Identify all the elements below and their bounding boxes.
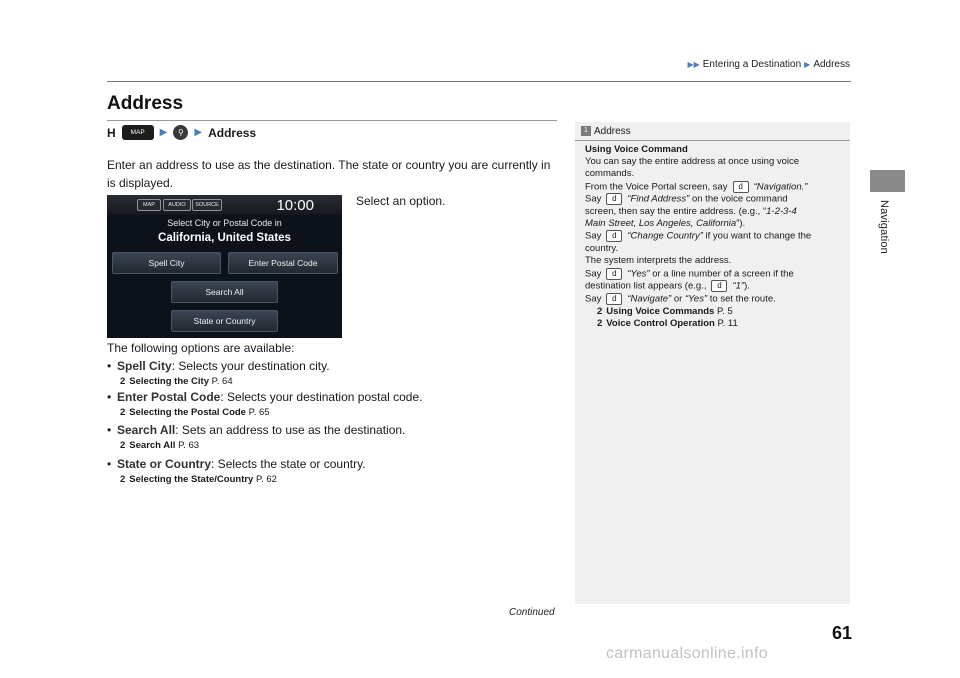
list-item: [107, 359, 330, 373]
note-line: Main Street, Los Angeles, California”).: [585, 218, 746, 230]
reference-page: P. 64: [211, 376, 233, 387]
navigation-path: [107, 125, 256, 140]
note-header-title: Address: [594, 125, 631, 137]
option-desc: : Selects your destination city.: [171, 359, 330, 373]
page-number: 61: [832, 623, 853, 643]
breadcrumb-page: Address: [813, 59, 850, 70]
reference-arrow-icon: 2: [120, 474, 126, 485]
note-line: The system interprets the address.: [585, 255, 732, 267]
note-line: Say d “Change Country” if you want to change the: [585, 230, 812, 242]
side-tab-label: Navigation: [878, 200, 890, 254]
breadcrumb: [687, 59, 850, 70]
reference-title: Search All: [129, 440, 176, 451]
note-body: [585, 144, 847, 330]
note-line: You can say the entire address at once using voice: [585, 156, 800, 168]
option-name: Spell City: [117, 359, 172, 373]
bullet-icon: •: [107, 390, 112, 404]
reference-page: P. 62: [256, 474, 277, 485]
intro-text: Enter an address to use as the destination. The state or country you are currently in is displayed.: [107, 158, 551, 190]
screen-tab-audio: AUDIO: [163, 199, 191, 211]
option-name: State or Country: [117, 457, 212, 471]
reference-title: Selecting the State/Country: [129, 474, 254, 485]
home-icon: H: [107, 125, 116, 140]
note-number-badge: 1: [581, 126, 591, 136]
spell-city-button: Spell City: [112, 252, 221, 274]
continued-label: Continued: [509, 607, 555, 618]
voice-talk-icon: d: [606, 268, 622, 280]
list-item: [107, 423, 405, 437]
search-all-button: Search All: [171, 281, 278, 303]
reference-page: P. 63: [178, 440, 200, 451]
cross-reference[interactable]: [120, 474, 277, 485]
voice-talk-icon: d: [606, 293, 622, 305]
voice-talk-icon: d: [733, 181, 749, 193]
option-name: Enter Postal Code: [117, 390, 221, 404]
list-item: [107, 390, 422, 404]
device-screenshot: [107, 195, 342, 338]
breadcrumb-section: Entering a Destination: [702, 59, 802, 70]
breadcrumb-arrow-icon: ▶▶: [687, 60, 700, 69]
cross-reference[interactable]: 2 Using Voice Commands P. 5: [597, 305, 733, 317]
watermark: carmanualsonline.info: [606, 645, 768, 662]
note-line: Say d “Navigate” or “Yes” to set the route.: [585, 293, 776, 305]
select-option-text: Select an option.: [356, 194, 446, 208]
note-line: destination list appears (e.g., d “1”).: [585, 280, 750, 292]
cross-reference[interactable]: [120, 440, 199, 451]
reference-title: Selecting the Postal Code: [129, 407, 246, 418]
breadcrumb-arrow-icon: ▶: [804, 60, 811, 69]
option-desc: : Sets an address to use as the destination.: [175, 423, 406, 437]
list-item: [107, 457, 366, 471]
search-icon: ⚲: [173, 125, 188, 140]
screen-tab-source: SOURCE: [192, 199, 222, 211]
screen-tab-map: MAP: [137, 199, 161, 211]
note-header: [575, 122, 850, 141]
reference-arrow-icon: 2: [120, 376, 126, 387]
note-line: screen, then say the entire address. (e.g., “1-2-3-4: [585, 206, 797, 218]
option-desc: : Selects the state or country.: [211, 457, 366, 471]
note-line: Say d “Find Address” on the voice command: [585, 193, 788, 205]
cross-reference[interactable]: 2 Voice Control Operation P. 11: [597, 317, 738, 329]
side-tab-marker: [870, 170, 905, 192]
voice-talk-icon: d: [606, 230, 622, 242]
reference-arrow-icon: 2: [597, 317, 603, 329]
map-button-icon: MAP: [122, 125, 154, 140]
note-panel: [575, 122, 850, 604]
option-name: Search All: [117, 423, 176, 437]
note-line: country.: [585, 243, 619, 255]
path-arrow-icon: ▶: [159, 127, 168, 138]
note-line: From the Voice Portal screen, say d “Navigation.”: [585, 181, 808, 193]
reference-arrow-icon: 2: [120, 407, 126, 418]
path-destination: Address: [208, 125, 257, 140]
enter-postal-code-button: Enter Postal Code: [228, 252, 338, 274]
page-title: Address: [107, 93, 184, 114]
reference-title: Selecting the City: [129, 376, 210, 387]
reference-arrow-icon: 2: [597, 305, 603, 317]
bullet-icon: •: [107, 457, 112, 471]
reference-arrow-icon: 2: [120, 440, 126, 451]
options-heading: The following options are available:: [107, 341, 295, 355]
cross-reference[interactable]: [120, 376, 233, 387]
bullet-icon: •: [107, 423, 112, 437]
screen-location: California, United States: [158, 232, 291, 244]
cross-reference[interactable]: [120, 407, 270, 418]
note-heading: Using Voice Command: [585, 144, 688, 155]
voice-talk-icon: d: [606, 193, 622, 205]
header-divider: [107, 81, 851, 82]
title-divider: [107, 120, 557, 121]
state-or-country-button: State or Country: [171, 310, 278, 332]
voice-talk-icon: d: [711, 280, 727, 292]
screen-clock: 10:00: [276, 197, 314, 214]
reference-page: P. 65: [248, 407, 270, 418]
path-arrow-icon: ▶: [194, 127, 203, 138]
screen-prompt: Select City or Postal Code in: [167, 218, 282, 228]
option-desc: : Selects your destination postal code.: [220, 390, 423, 404]
bullet-icon: •: [107, 359, 112, 373]
note-line: Say d “Yes” or a line number of a screen if the: [585, 268, 794, 280]
note-line: commands.: [585, 168, 635, 180]
